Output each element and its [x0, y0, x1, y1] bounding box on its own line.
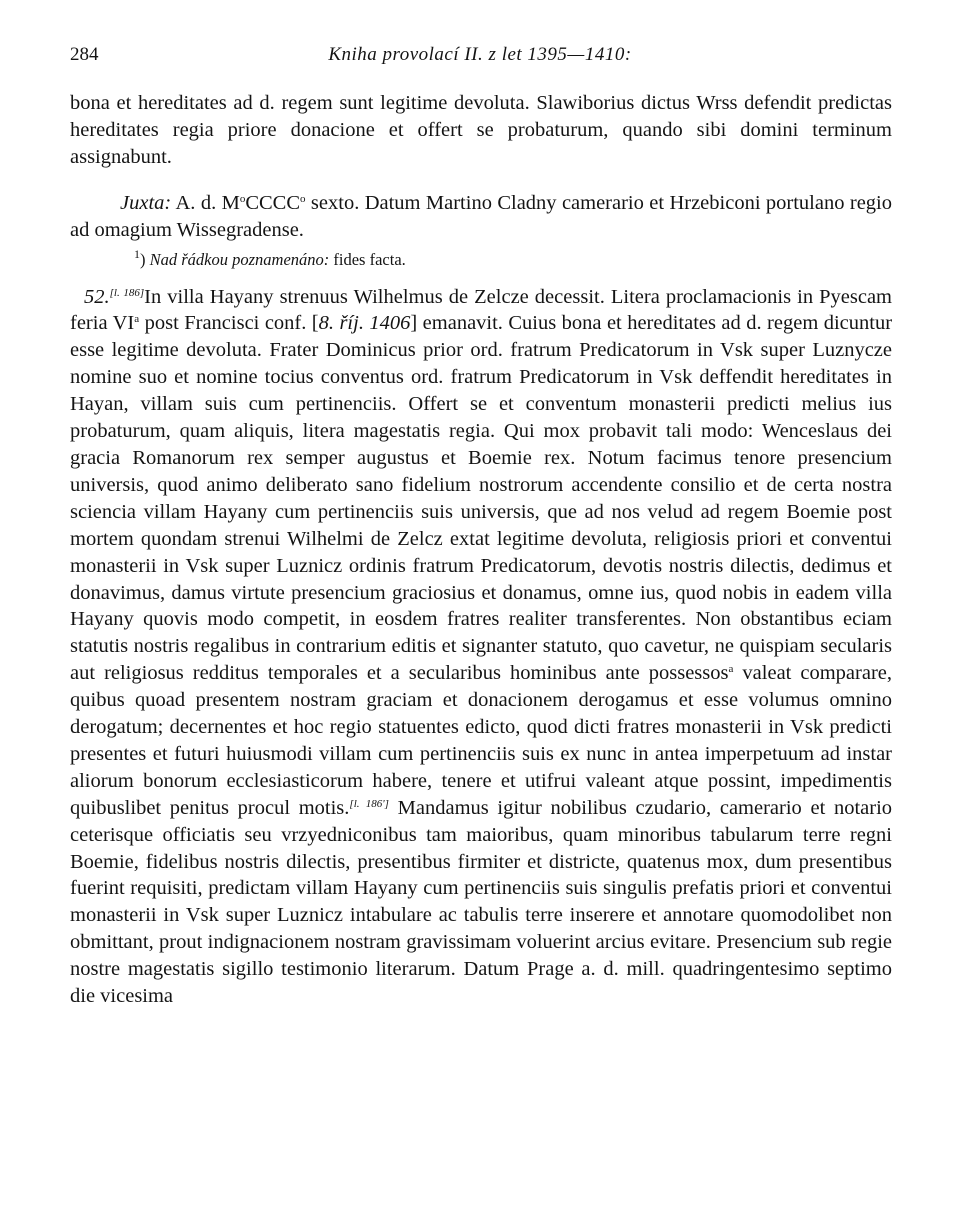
date-annotation: 8. říj. 1406 [318, 312, 411, 335]
juxta-paragraph [70, 190, 892, 244]
footnote-marker: 1 [134, 246, 140, 261]
juxta-text: sexto. Datum Martino Cladny camerario et Hrzebiconi portulano regio ad omagium Wissegradense. [70, 191, 892, 241]
folio-marker-open: [l. 186] [109, 286, 145, 299]
entry-text-1: In villa Hayany strenuus Wilhelmus de Zelcze decessit. Litera proclamacionis in Pyescam feria VI [70, 285, 892, 335]
page-number: 284 [70, 44, 99, 65]
running-title: Kniha provolací II. z let 1395—1410: [328, 44, 632, 65]
entry-52 [70, 284, 892, 1010]
entry-text-3: ] emanavit. Cuius bona et hereditates ad d. regem dicuntur esse legitime devoluta. Frater Dominicus prior ord. fratrum Predicatorum in Vsk super Luznycze nomine suo et nomine tocius conventus ord. fratrum Predicatorum in Vsk deffendit hereditates in Hayan, villam suis cum pertinenciis. Offert se et conventum monasterii predicti melius ius probaturum, quam aliquis, litera magestatis regia. Qui mox probavit tali modo: Wenceslaus dei gracia Romanorum rex semper augustus et Boemie rex. Notum facimus tenore presencium universis, quod animo deliberato sano fidelium nostrorum accendente consilio et de certa nostra sciencia villam Hayany cum pertinenciis suis universis, que ad nos velud ad regem Boemie post mortem quondam strenui Wilhelmi de Zelcz extat legitime devoluta, religiosis priori et conventui monasterii in Vsk super Luznicz ordinis fratrum Predicatorum, devotis nostris dilectis, dedimus et donavimus, damus virtute presencium graciosius et donamus, omne ius, quod nobis in eadem villa Hayany quovis modo competit, in eosdem fratres realiter transferentes. Non obstantibus eciam statutis nostris regalibus in contrarium editis et signanter statuto, quo cavetur, ne quispiam secularis aut religiosus redditus temporales et a secularibus hominibus ante possessos [70, 312, 893, 685]
superscript: o [239, 192, 246, 205]
juxta-label: Juxta: [120, 191, 172, 214]
date-prefix: A. d. M [175, 191, 240, 214]
entry-text-5: Mandamus igitur nobilibus czudario, camerario et notario ceterisque officiatis seu vrzyedniconibus tam maioribus, quam minoribus tabularum terre regni Boemie, fidelibus nostris dilectis, presentibus firmiter et districte, quatenus mox, dum presentibus fuerint requisiti, predictam villam Hayany cum pertinenciis suis singulis prefatis priori et conventui monasterii in Vsk super Luznicz intabulare ac tabulis terre inserere et annotare quomodolibet non obmittant, prout indignacionem nostram gravissimam voluerint arcius evitare. Presencium sub regie nostre magestatis sigillo testimonio literarum. Datum Prage a. d. mill. quadringentesimo septimo die vicesima [70, 796, 893, 1008]
entry-text-4: valeat comparare, quibus quoad presentem nostram graciam et donacionem derogamus et esse volumus omnino derogatum; decernentes et hoc regio statuentes edicto, quod dicti fratres monasterii in Vsk predicti presentes et futuri huiusmodi villam cum pertinenciis suis ex nunc in antea imperpetuum ad instar aliorum bonorum ecclesiasticorum habere, tenere et utifrui valeant atque possint, impedimentis quibuslibet penitus procul motis. [70, 662, 893, 819]
date-middle: CCCC [245, 191, 301, 214]
superscript: o [300, 192, 306, 205]
footnote: $^1$) Nad řádkou poznamenáno: fides facta. [134, 246, 406, 269]
folio-marker-close: [l. 186'] [349, 797, 389, 810]
page-header [70, 44, 890, 74]
superscript: a [134, 313, 140, 326]
entry-text-2: post Francisci conf. [ [144, 312, 319, 335]
entry-number: 52. [84, 285, 110, 308]
superscript: a [728, 663, 734, 676]
footnote-text: fides facta. [333, 249, 406, 269]
document-body [70, 90, 892, 1010]
paragraph-continued: bona et hereditates ad d. regem sunt legitime devoluta. Slawiborius dictus Wrss defendit predictas hereditates regia priore donacione et offert se probaturum, quando sibi domini terminum assignabunt. [70, 92, 892, 168]
footnote-label: Nad řádkou poznamenáno: [149, 249, 330, 269]
